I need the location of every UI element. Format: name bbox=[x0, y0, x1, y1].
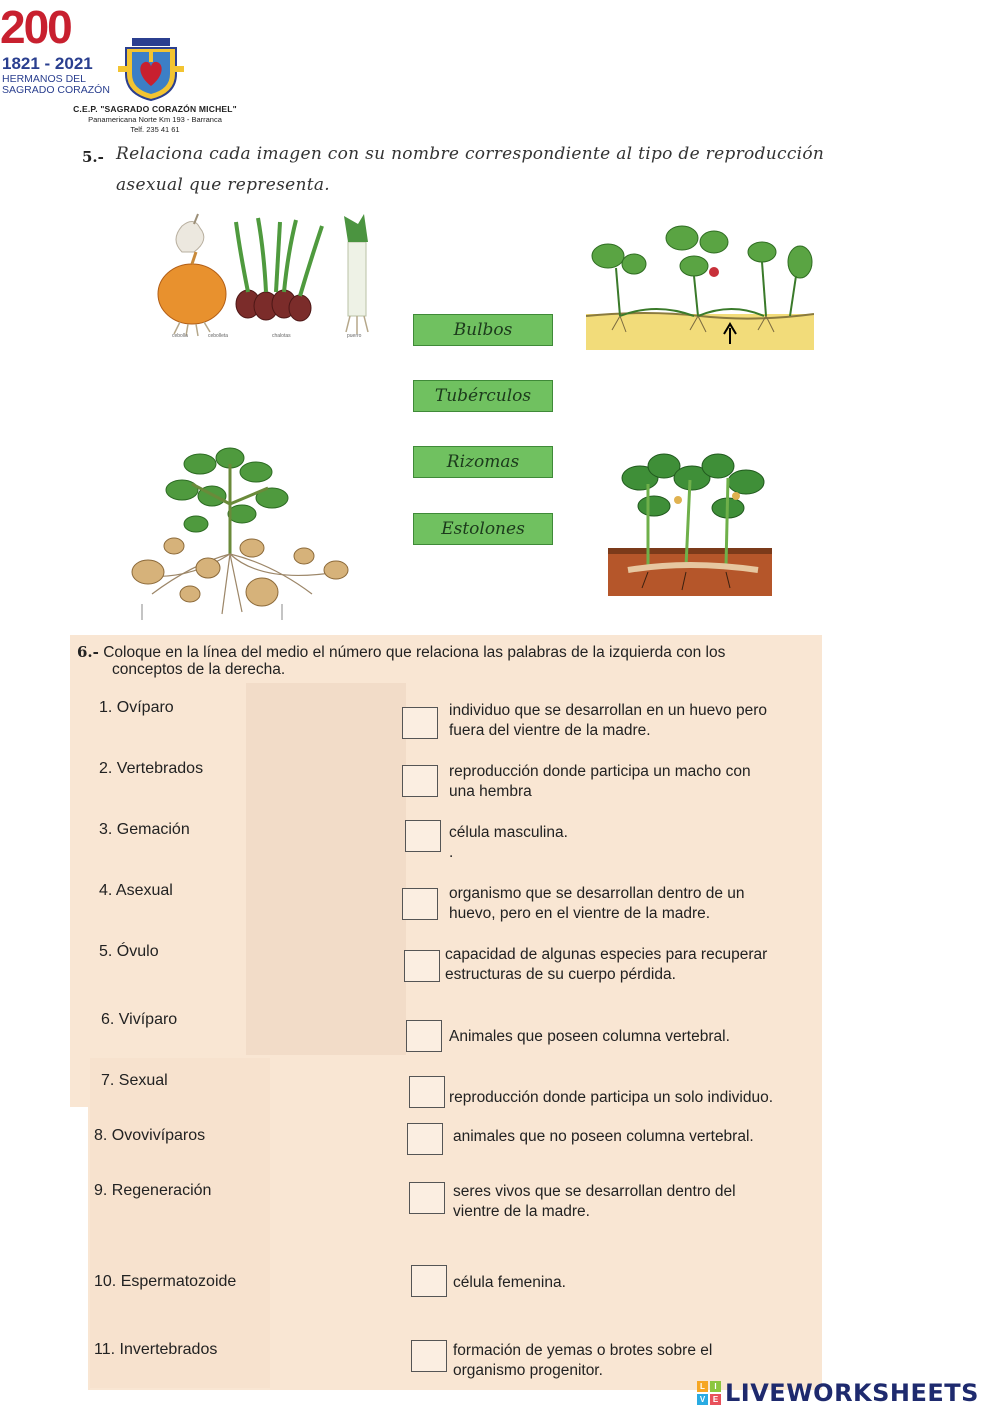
answer-box-6[interactable] bbox=[406, 1020, 442, 1052]
definition-3-line-1: célula masculina. bbox=[449, 824, 568, 841]
term-invertebrados: 11. Invertebrados bbox=[94, 1341, 218, 1358]
definition-9-line-1: seres vivos que se desarrollan dentro del bbox=[453, 1183, 736, 1200]
label-estolones[interactable]: Estolones bbox=[413, 513, 553, 545]
onion-caption-3: chalotas bbox=[272, 333, 291, 339]
question-5-text-line-1: Relaciona cada imagen con su nombre correspondiente al tipo de reproducción bbox=[116, 144, 825, 164]
definition-10-line-1: célula femenina. bbox=[453, 1274, 566, 1291]
definition-5 bbox=[445, 945, 767, 985]
term-ovoviviparos: 8. Ovovivíparos bbox=[94, 1127, 206, 1144]
answer-box-3[interactable] bbox=[405, 820, 441, 852]
liveworksheets-brand bbox=[697, 1378, 979, 1408]
term-vertebrados: 2. Vertebrados bbox=[99, 760, 204, 777]
definition-3 bbox=[449, 823, 568, 863]
answer-box-2[interactable] bbox=[402, 765, 438, 797]
term-asexual: 4. Asexual bbox=[99, 882, 173, 899]
question-6-instruction bbox=[77, 644, 822, 678]
answer-box-7[interactable] bbox=[409, 1076, 445, 1108]
anniversary-line-1: HERMANOS DEL bbox=[2, 73, 87, 85]
definition-9-line-2: vientre de la madre. bbox=[453, 1203, 590, 1220]
definition-6-line-1: Animales que poseen columna vertebral. bbox=[449, 1028, 730, 1045]
logo-letter-l: L bbox=[697, 1381, 708, 1392]
term-oviparo: 1. Ovíparo bbox=[99, 699, 174, 716]
question-6-middle-column bbox=[246, 683, 406, 1055]
definition-4 bbox=[449, 884, 745, 924]
answer-box-5[interactable] bbox=[404, 950, 440, 982]
definition-1-line-2: fuera del vientre de la madre. bbox=[449, 722, 651, 739]
answer-box-1[interactable] bbox=[402, 707, 438, 739]
question-5-text-line-2: asexual que representa. bbox=[116, 175, 330, 195]
definition-4-line-1: organismo que se desarrollan dentro de un bbox=[449, 885, 745, 902]
answer-box-8[interactable] bbox=[407, 1123, 443, 1155]
logo-letter-v: V bbox=[697, 1394, 708, 1405]
definition-11-line-1: formación de yemas o brotes sobre el bbox=[453, 1342, 713, 1359]
school-address: Panamericana Norte Km 193 - Barranca bbox=[88, 115, 222, 124]
definition-7-line-1: reproducción donde participa un solo individuo. bbox=[449, 1089, 773, 1106]
definition-4-line-2: huevo, pero en el vientre de la madre. bbox=[449, 905, 711, 922]
answer-box-9[interactable] bbox=[409, 1182, 445, 1214]
term-viviparo: 6. Vivíparo bbox=[101, 1011, 178, 1028]
tubers-potato-image bbox=[112, 444, 350, 620]
question-5-number: 5.- bbox=[82, 148, 104, 166]
school-phone: Telf. 235 41 61 bbox=[130, 125, 180, 134]
liveworksheets-logo-icon bbox=[697, 1381, 721, 1405]
question-6-left-column bbox=[90, 1058, 270, 1388]
definition-2-line-2: una hembra bbox=[449, 783, 532, 800]
definition-10 bbox=[453, 1273, 566, 1293]
school-name: C.E.P. "SAGRADO CORAZÓN MICHEL" bbox=[73, 104, 237, 114]
bulbs-plants-image bbox=[152, 212, 380, 344]
definition-5-line-1: capacidad de algunas especies para recuperar bbox=[445, 946, 768, 963]
term-regeneracion: 9. Regeneración bbox=[94, 1182, 212, 1199]
definition-2-line-1: reproducción donde participa un macho con bbox=[449, 763, 751, 780]
logo-letter-i: I bbox=[710, 1381, 721, 1392]
term-espermatozoide: 10. Espermatozoide bbox=[94, 1273, 237, 1290]
anniversary-years: 1821 - 2021 bbox=[2, 54, 93, 73]
definition-9 bbox=[453, 1182, 736, 1222]
answer-box-10[interactable] bbox=[411, 1265, 447, 1297]
definition-8 bbox=[453, 1127, 754, 1147]
definition-2 bbox=[449, 762, 751, 802]
question-6-instruction-line-1: Coloque en la línea del medio el número que relaciona las palabras de la izquierda con los bbox=[103, 644, 726, 661]
term-ovulo: 5. Óvulo bbox=[99, 943, 159, 960]
definition-7 bbox=[449, 1088, 773, 1108]
definition-5-line-2: estructuras de su cuerpo pérdida. bbox=[445, 966, 676, 983]
school-crest-logo bbox=[118, 36, 184, 102]
anniversary-number: 200 bbox=[0, 1, 71, 53]
stolons-strawberry-image bbox=[586, 216, 814, 350]
liveworksheets-wordmark: LIVEWORKSHEETS bbox=[725, 1379, 979, 1407]
logo-letter-e: E bbox=[710, 1394, 721, 1405]
question-6-instruction-line-2: conceptos de la derecha. bbox=[112, 661, 286, 678]
definition-11-line-2: organismo progenitor. bbox=[453, 1362, 603, 1379]
label-bulbos[interactable]: Bulbos bbox=[413, 314, 553, 346]
onion-caption-1: cebolla bbox=[172, 333, 188, 339]
label-rizomas[interactable]: Rizomas bbox=[413, 446, 553, 478]
label-tuberculos[interactable]: Tubérculos bbox=[413, 380, 553, 412]
question-6-number: 6.- bbox=[77, 643, 99, 661]
rhizomes-plant-image bbox=[608, 448, 772, 596]
answer-box-4[interactable] bbox=[402, 888, 438, 920]
definition-1 bbox=[449, 701, 767, 741]
anniversary-logo bbox=[0, 0, 130, 96]
onion-caption-4: puerro bbox=[347, 333, 362, 339]
term-sexual: 7. Sexual bbox=[101, 1072, 168, 1089]
definition-6 bbox=[449, 1027, 730, 1047]
term-gemacion: 3. Gemación bbox=[99, 821, 190, 838]
definition-8-line-1: animales que no poseen columna vertebral. bbox=[453, 1128, 754, 1145]
answer-box-11[interactable] bbox=[411, 1340, 447, 1372]
onion-caption-2: cebolleta bbox=[208, 333, 229, 339]
definition-3-line-2: . bbox=[449, 844, 454, 861]
anniversary-line-2: SAGRADO CORAZÓN bbox=[2, 84, 110, 96]
definition-1-line-1: individuo que se desarrollan en un huevo pero bbox=[449, 702, 767, 719]
definition-11 bbox=[453, 1341, 712, 1381]
